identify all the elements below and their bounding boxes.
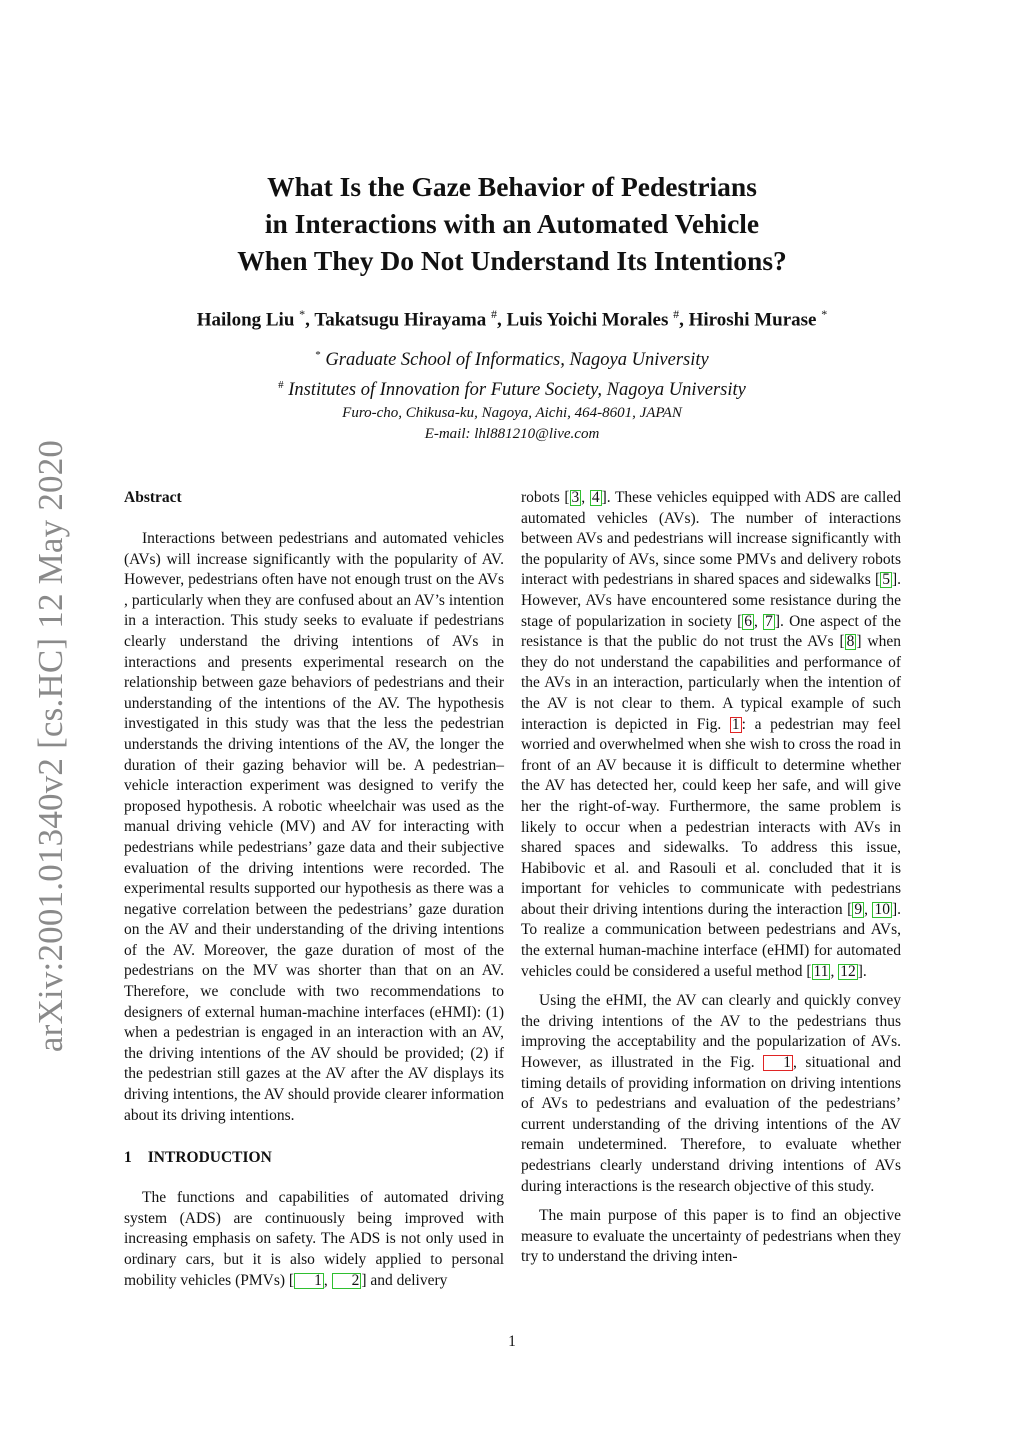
section-number: 1 (124, 1149, 132, 1167)
author-4-affil-mark: * (821, 307, 828, 321)
contact-email: E-mail: lhl881210@live.com (424, 426, 600, 443)
title-line-1: What Is the Gaze Behavior of Pedestrians (267, 171, 757, 202)
citation-link[interactable]: 7 (765, 612, 773, 630)
affiliation-star-mark: * (315, 349, 321, 361)
arxiv-identifier-stamp: arXiv:2001.01340v2 [cs.HC] 12 May 2020 (31, 439, 70, 1053)
introduction-paragraph-1: The functions and capabilities of automated driving system (ADS) are continuously being improved with increasing emphasis on safety. The ADS is not only used in ordinary cars, but it is also widely applied to personal mobility vehicles (PMVs) [ 1 , 2 ] and delivery (124, 1189, 504, 1289)
page-number: 1 (508, 1333, 516, 1350)
title-line-3: When They Do Not Understand Its Intentions? (237, 245, 787, 276)
affiliations (100, 343, 924, 445)
affiliation-graduate-school (100, 343, 924, 373)
citation-link[interactable]: 8 (846, 633, 855, 651)
author-3: , Luis Yoichi Morales (496, 309, 674, 331)
citation-link[interactable]: 4 (591, 489, 600, 506)
right-column (521, 488, 901, 1268)
title-line-2: in Interactions with an Automated Vehicle (264, 208, 760, 239)
citation-link[interactable]: 5 (882, 571, 890, 589)
citation-link[interactable]: 12 (840, 962, 856, 980)
author-1: Hailong Liu (196, 309, 300, 331)
citation-link[interactable]: 6 (744, 612, 753, 630)
affiliation-hash-text: Institutes of Innovation for Future Society, Nagoya University (283, 380, 746, 401)
citation-link[interactable]: 3 (571, 489, 580, 506)
abstract-paragraph: Interactions between pedestrians and automated vehicles (AVs) will increase significantly with the popularity of AV. However, pedestrians often have not enough trust on the AVs , particularly when they are confused about an AV’s intention in a interaction. This study seeks to evaluate if pedestrians clearly understand the driving intentions of AVs in interactions and presents experimental research on the relationship between gaze behaviors of pedestrians and their understanding of the intentions of the AV. The hypothesis investigated in this study was that the less the pedestrian understands the driving intentions of the AV, the longer the duration of their gazing behavior will be. A pedestrian–vehicle interaction experiment was designed to verify the proposed hypothesis. A robotic wheelchair was used as the manual driving vehicle (MV) and AV for interacting with pedestrians while pedestrians’ gaze data and their subjective evaluation of the driving intentions were recorded. The experimental results supported our hypothesis as there was a negative correlation between the pedestrians’ gaze duration on the AV and their understanding of the driving intentions of the AV. Moreover, the gaze duration of most of the pedestrians on the MV was shorter than that on an AV. Therefore, we conclude with two recommendations to designers of external human-machine interfaces (eHMI): (1) when a pedestrian is engaged in an interaction with an AV, the driving intentions of the AV should be provided; (2) if the pedestrian still gazes at the AV after the AV displays its driving intentions, the AV should provide clearer information about its driving intentions. (124, 530, 504, 1124)
figure-reference-link[interactable]: 1 (731, 715, 740, 733)
citation-link[interactable]: 11 (813, 962, 829, 980)
citation-link[interactable]: 10 (874, 900, 890, 918)
introduction-paragraph-1-continued: robots [ 3 , 4 ]. These vehicles equipped with ADS are called automated vehicles (AVs). The number of interactions between AVs and pedestrians will increase significantly with the popularity of AVs, since some PMVs and delivery robots interact with pedestrians in shared spaces and sidewalks [ 5 ]. However, AVs have encountered some resistance during the stage of popularization in society [ 6 , 7 ]. One aspect of the resistance is that the public do not trust the AVs [ 8 ] when they do not understand the capabilities and performance of the AVs in an interaction, particularly when the intention of the AV is not clear to them. A typical example of such interaction is depicted in Fig. 1 : a pedestrian may feel worried and overwhelmed when she wish to cross the road in front of an AV because it is difficult to determine whether the AV has detected her, could keep her safe, and will give her the right-of-way. Furthermore, the same problem is likely to occur when a pedestrian interacts with AVs in shared spaces and sidewalks. To address this issue, Habibovic et al. and Rasouli et al. concluded that it is important for vehicles to communicate with pedestrians about their driving intentions during the interaction [ 9 , 10 ]. To realize a communication between pedestrians and AVs, the external human-machine interface (eHMI) for automated vehicles could be considered a useful method [ 11 , 12 ]. (521, 489, 902, 980)
citation-link[interactable]: 9 (854, 900, 863, 918)
affiliation-hash-mark: # (278, 379, 284, 392)
introduction-heading (124, 1148, 504, 1168)
introduction-paragraph-3: The main purpose of this paper is to find an objective measure to evaluate the uncertainty of pedestrians when they try to understand the driving inten- (521, 1207, 901, 1266)
section-title: INTRODUCTION (147, 1149, 272, 1167)
author-1-affil-mark: * (299, 307, 306, 321)
paper-title (130, 168, 894, 279)
introduction-paragraph-2: Using the eHMI, the AV can clearly and quickly convey the driving intentions of the AV to the pedestrians thus improving the acceptability and the popularization of AVs. However, as illustrated in the Fig. 1 , situational and timing details of providing information on driving intentions of AVs to pedestrians and evaluation of the pedestrians’ current understanding of the driving intentions of the AV remain undetermined. Therefore, to evaluate whether pedestrians clearly understand driving intentions of AVs during interactions is the research objective of this study. (521, 992, 901, 1195)
figure-reference-link[interactable]: 1 (763, 1055, 793, 1071)
author-2: , Takatsugu Hirayama (305, 309, 491, 331)
citation-link[interactable]: 2 (332, 1273, 362, 1289)
author-list (100, 301, 924, 333)
author-2-affil-mark: # (490, 307, 497, 321)
affiliation-star-text: Graduate School of Informatics, Nagoya University (320, 350, 709, 371)
author-3-affil-mark: # (673, 307, 680, 321)
author-4: , Hiroshi Murase (679, 309, 822, 331)
affiliation-institutes (100, 373, 924, 403)
abstract-heading: Abstract (124, 489, 182, 506)
citation-link[interactable]: 1 (294, 1273, 324, 1289)
left-column (124, 488, 504, 1291)
affiliation-address: Furo-cho, Chikusa-ku, Nagoya, Aichi, 464-8601, JAPAN (342, 405, 682, 422)
